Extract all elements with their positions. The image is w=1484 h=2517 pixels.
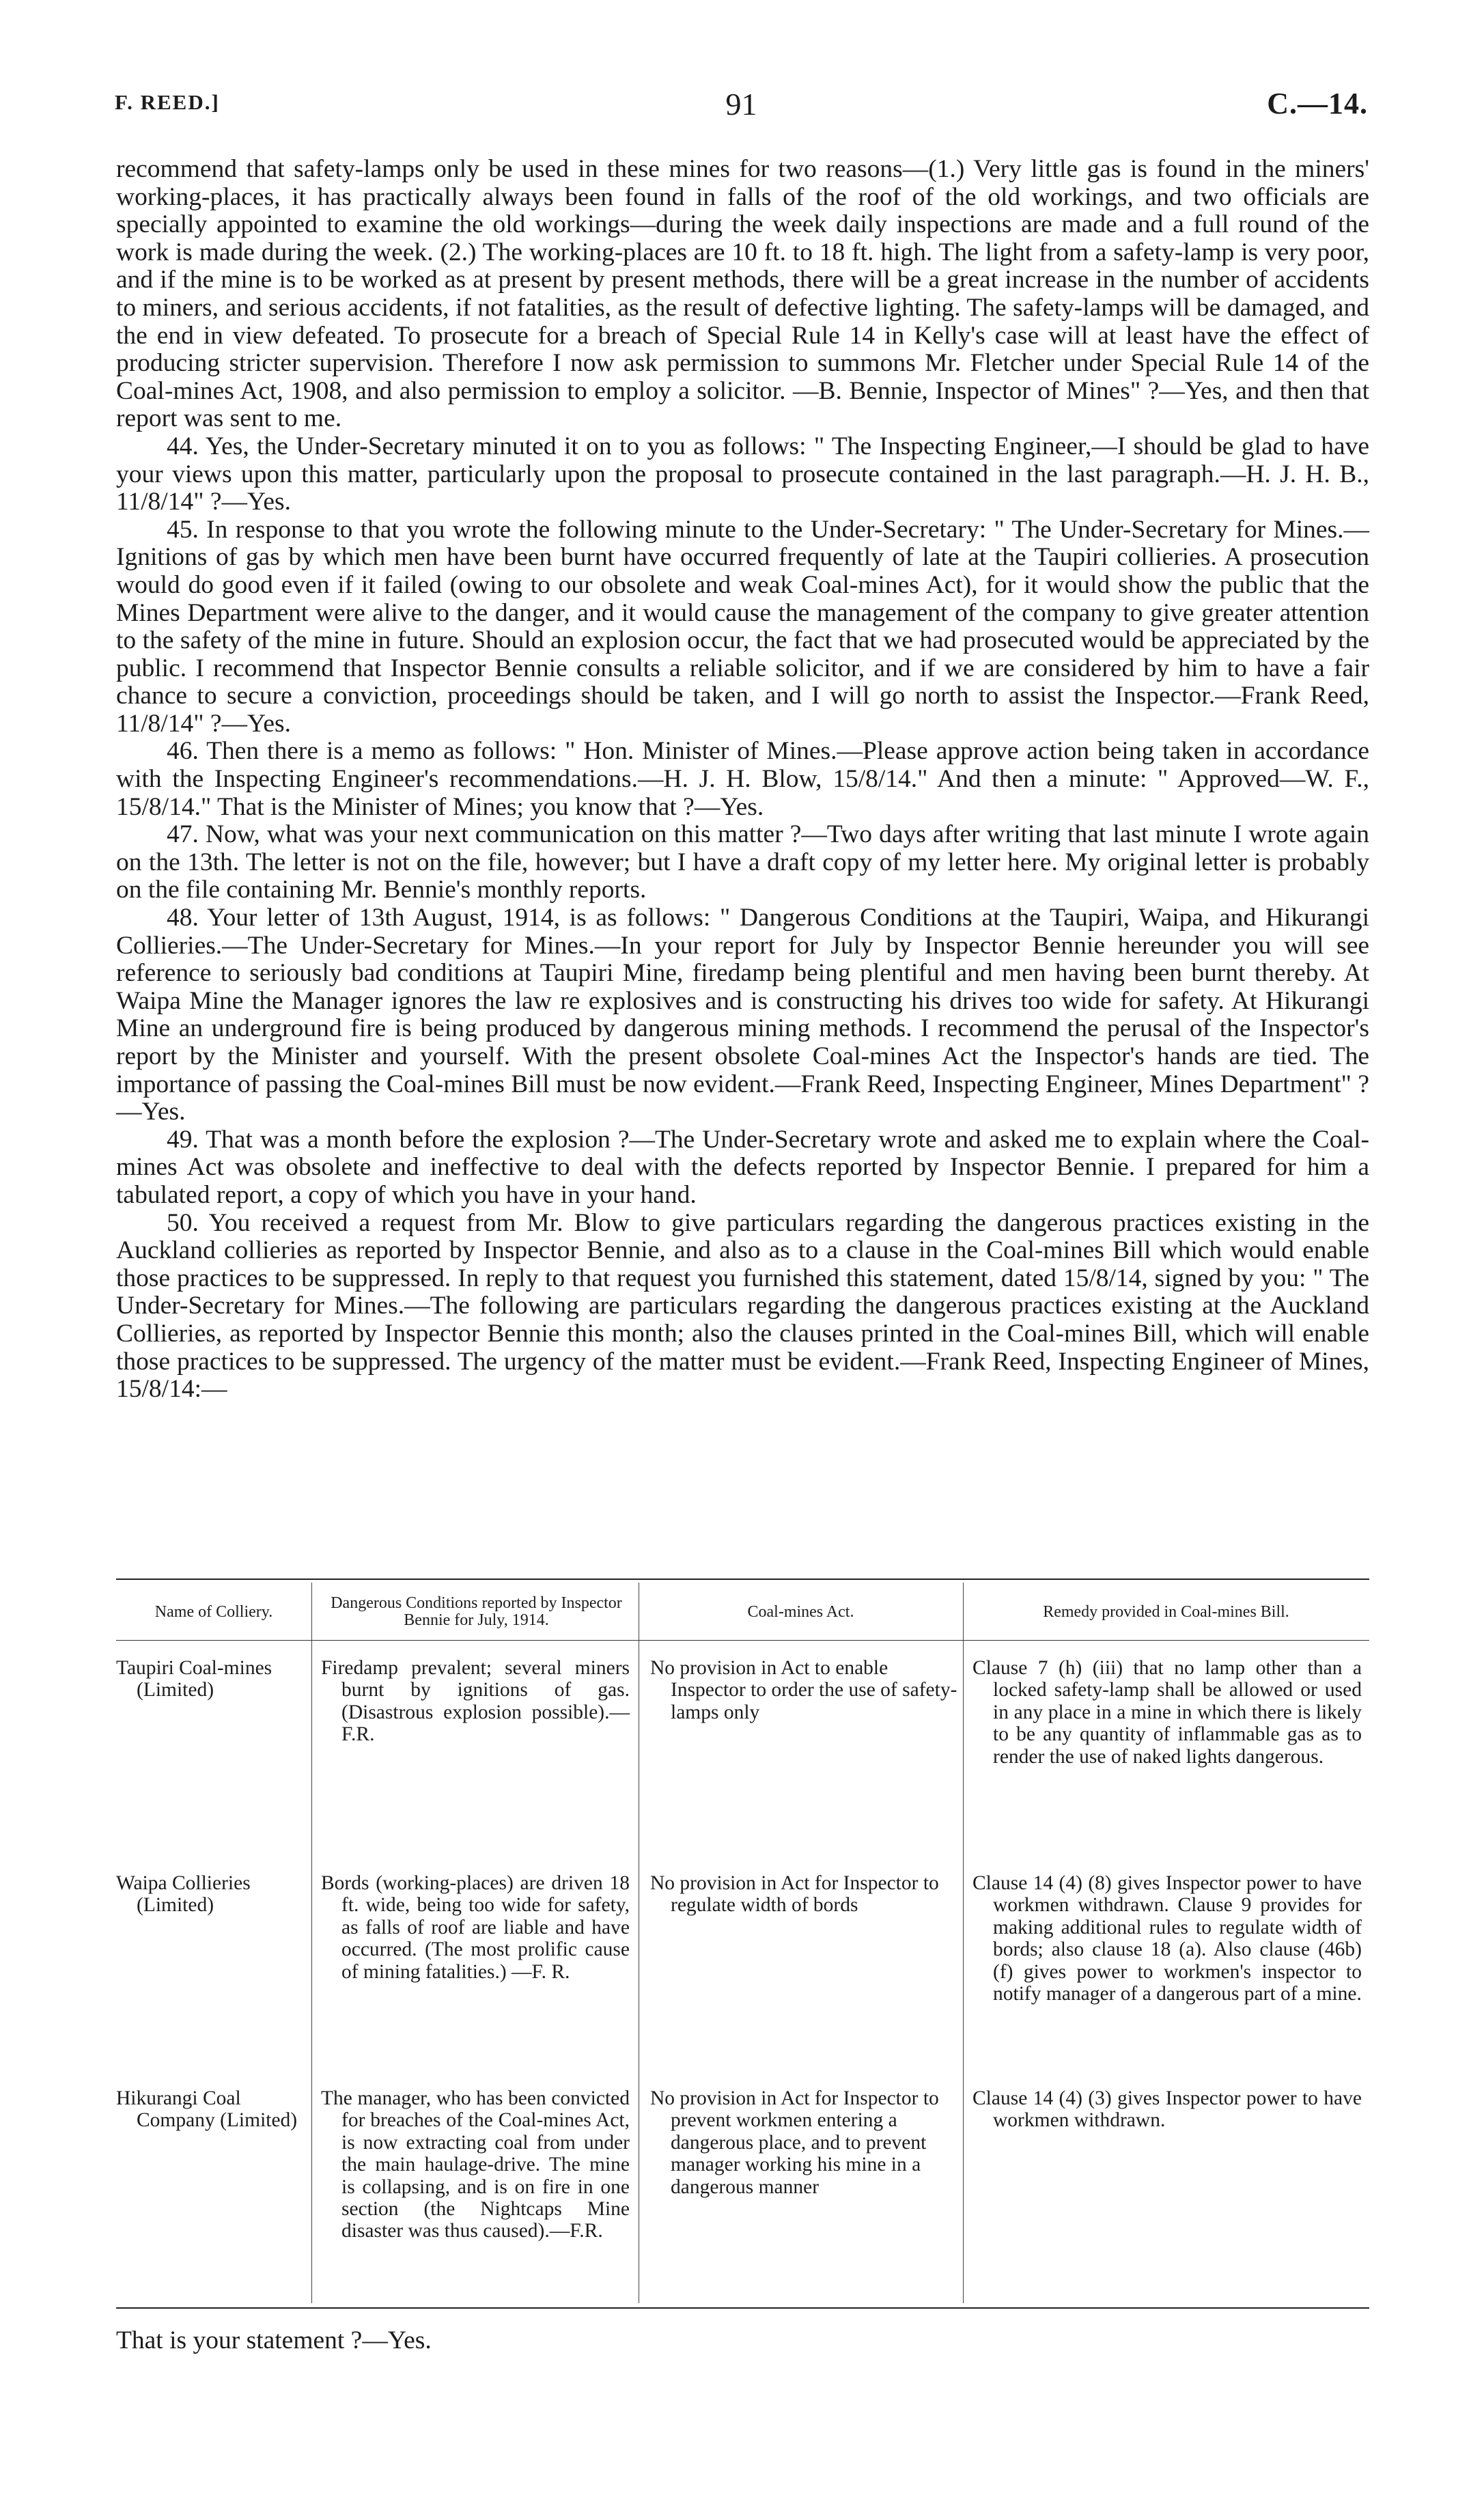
header-colliery: Name of Colliery.: [154, 1602, 273, 1621]
paragraph-49: 49. That was a month before the explosion ?—The Under-Secretary wrote and asked me to explain where the Coal-mines Act was obsolete and ineffective to deal with the defects reported by Inspector Bennie. I prepared for him a tabulated report, a copy of which you have in your hand.: [116, 1125, 1369, 1209]
cell-text: Clause 14 (4) (3) gives Inspector power to have workmen withdrawn.: [972, 2087, 1362, 2132]
page-number: 91: [725, 87, 757, 122]
paragraph-45: 45. In response to that you wrote the following minute to the Under-Secretary: " The Under-Secretary for Mines.—Ignitions of gas by which men have been burnt have occurred frequently of late at the Taupiri collieries. A prosecution would do good even if it failed (owing to our obsolete and weak Coal-mines Act), for it would show the public that the Mines Department were alive to the danger, and it would cause the management of the company to give greater attention to the safety of the mine in future. Should an explosion occur, the fact that we had prosecuted would be appreciated by the public. I recommend that Inspector Bennie consults a reliable solicitor, and if we are considered by him to have a fair chance to secure a conviction, proceedings should be taken, and I will go north to assist the Inspector.—Frank Reed, 11/8/14" ?—Yes.: [116, 515, 1369, 738]
table-row-2-act: [650, 1872, 957, 1917]
table-row-3-act: [650, 2087, 957, 2198]
running-header: [115, 81, 1368, 128]
header-act: Coal-mines Act.: [747, 1602, 854, 1621]
table-row-1-remedy: [972, 1657, 1362, 1768]
cell-text: Bords (working-places) are driven 18 ft. wide, being too wide for safety, as falls of roof are liable and have occurred. (The most prolific cause of mining fatalities.) —F. R.: [321, 1872, 630, 1983]
testimony-text: [116, 156, 1369, 1404]
table-header-row: [116, 1581, 1369, 1641]
paragraph-46: 46. Then there is a memo as follows: " Hon. Minister of Mines.—Please approve action being taken in accordance with the Inspecting Engineer's recommendations.—H. J. H. Blow, 15/8/14." And then a minute: " Approved—W. F., 15/8/14." That is the Minister of Mines; you know that ?—Yes.: [116, 737, 1369, 821]
header-conditions: Dangerous Conditions reported by Inspector Bennie for July, 1914.: [331, 1594, 622, 1629]
cell-text: Hikurangi Coal Company (Limited): [116, 2087, 298, 2132]
cell-text: Waipa Collieries (Limited): [116, 1872, 251, 1917]
table-row-1-act: [650, 1657, 957, 1723]
cell-text: No provision in Act for Inspector to prevent workmen entering a dangerous place, and to prevent manager working his mine in a dangerous manner: [650, 2087, 939, 2198]
table-row-1-conditions: [321, 1657, 630, 1746]
column-divider: [311, 1583, 312, 2303]
cell-text: Firedamp prevalent; several miners burnt by ignitions of gas. (Disastrous explosion possible).—F.R.: [321, 1657, 630, 1746]
cell-text: No provision in Act to enable Inspector to order the use of safety-lamps only: [650, 1657, 957, 1723]
paragraph-48: 48. Your letter of 13th August, 1914, is as follows: " Dangerous Conditions at the Taupiri, Waipa, and Hikurangi Collieries.—The Under-Secretary for Mines.—In your report for July by Inspector Bennie hereunder you will see reference to seriously bad conditions at Taupiri Mine, firedamp being plentiful and men having been burnt thereby. At Waipa Mine the Manager ignores the law re explosives and is constructing his drives too wide for safety. At Hikurangi Mine an underground fire is being produced by dangerous mining methods. I recommend the perusal of the Inspector's report by the Minister and yourself. With the present obsolete Coal-mines Act the Inspector's hands are tied. The importance of passing the Coal-mines Bill must be now evident.—Frank Reed, Inspecting Engineer, Mines Department" ?—Yes.: [116, 904, 1369, 1126]
table-row-2-remedy: [972, 1872, 1362, 2005]
table-top-rule: [116, 1579, 1369, 1580]
paragraph-50: 50. You received a request from Mr. Blow to give particulars regarding the dangerous practices existing in the Auckland collieries as reported by Inspector Bennie, and also as to a clause in the Coal-mines Bill which would enable those practices to be suppressed. In reply to that request you furnished this statement, dated 15/8/14, signed by you: " The Under-Secretary for Mines.—The following are particulars regarding the dangerous practices existing at the Auckland Collieries, as reported by Inspector Bennie this month; also the clauses printed in the Coal-mines Bill, which will enable those practices to be suppressed. The urgency of the matter must be evident.—Frank Reed, Inspecting Engineer of Mines, 15/8/14:—: [116, 1208, 1369, 1404]
cell-text: The manager, who has been convicted for breaches of the Coal-mines Act, is now extracting coal from under the main haulage-drive. The mine is collapsing, and is on fire in one section (the Nightcaps Mine disaster was thus caused).—F.R.: [321, 2087, 630, 2242]
document-code: C.—14.: [1267, 87, 1368, 120]
column-divider: [963, 1583, 964, 2303]
closing-line: That is your statement ?—Yes.: [116, 2326, 432, 2354]
cell-text: Clause 14 (4) (8) gives Inspector power to have workmen withdrawn. Clause 9 provides for making additional rules to regulate width of bords; also clause 18 (a). Also clause (46b) (f) gives power to workmen's inspector to notify manager of a dangerous part of a mine.: [972, 1872, 1362, 2005]
header-witness-name: F. REED.]: [115, 90, 220, 114]
header-remedy: Remedy provided in Coal-mines Bill.: [1043, 1602, 1289, 1621]
paragraph-44: 44. Yes, the Under-Secretary minuted it on to you as follows: " The Inspecting Engineer,—I should be glad to have your views upon this matter, particularly upon the proposal to prosecute contained in the last paragraph.—H. J. H. B., 11/8/14" ?—Yes.: [116, 432, 1369, 516]
table-bottom-rule: [116, 2307, 1369, 2309]
table-row-3-conditions: [321, 2087, 630, 2242]
table-row-1-colliery: [116, 1657, 305, 1701]
paragraph-continuation: recommend that safety-lamps only be used in these mines for two reasons—(1.) Very little gas is found in the miners' working-places, it has practically always been found in falls of the roof of the old workings, and two officials are specially appointed to examine the old workings—during the week daily inspections are made and a full round of the work is made during the week. (2.) The working-places are 10 ft. to 18 ft. high. The light from a safety-lamp is very poor, and if the mine is to be worked as at present by present methods, there will be a great increase in the number of accidents to miners, and serious accidents, if not fatalities, as the result of defective lighting. The safety-lamps will be damaged, and the end in view defeated. To prosecute for a breach of Special Rule 14 in Kelly's case will at least have the effect of producing stricter supervision. Therefore I now ask permission to summons Mr. Fletcher under Special Rule 14 of the Coal-mines Act, 1908, and also permission to employ a solicitor. —B. Bennie, Inspector of Mines" ?—Yes, and then that report was sent to me.: [116, 155, 1369, 433]
table-row-3-colliery: [116, 2087, 305, 2132]
table-row-3-remedy: [972, 2087, 1362, 2132]
table-row-2-colliery: [116, 1872, 305, 1917]
paragraph-47: 47. Now, what was your next communication on this matter ?—Two days after writing that last minute I wrote again on the 13th. The letter is not on the file, however; but I have a draft copy of my letter here. My original letter is probably on the file containing Mr. Bennie's monthly reports.: [116, 820, 1369, 904]
cell-text: Clause 7 (h) (iii) that no lamp other than a locked safety-lamp shall be allowed or used in any place in a mine in which there is likely to be any quantity of inflammable gas as to render the use of naked lights dangerous.: [972, 1657, 1362, 1768]
cell-text: Taupiri Coal-mines (Limited): [116, 1657, 272, 1701]
cell-text: No provision in Act for Inspector to regulate width of bords: [650, 1872, 939, 1917]
table-row-2-conditions: [321, 1872, 630, 1983]
